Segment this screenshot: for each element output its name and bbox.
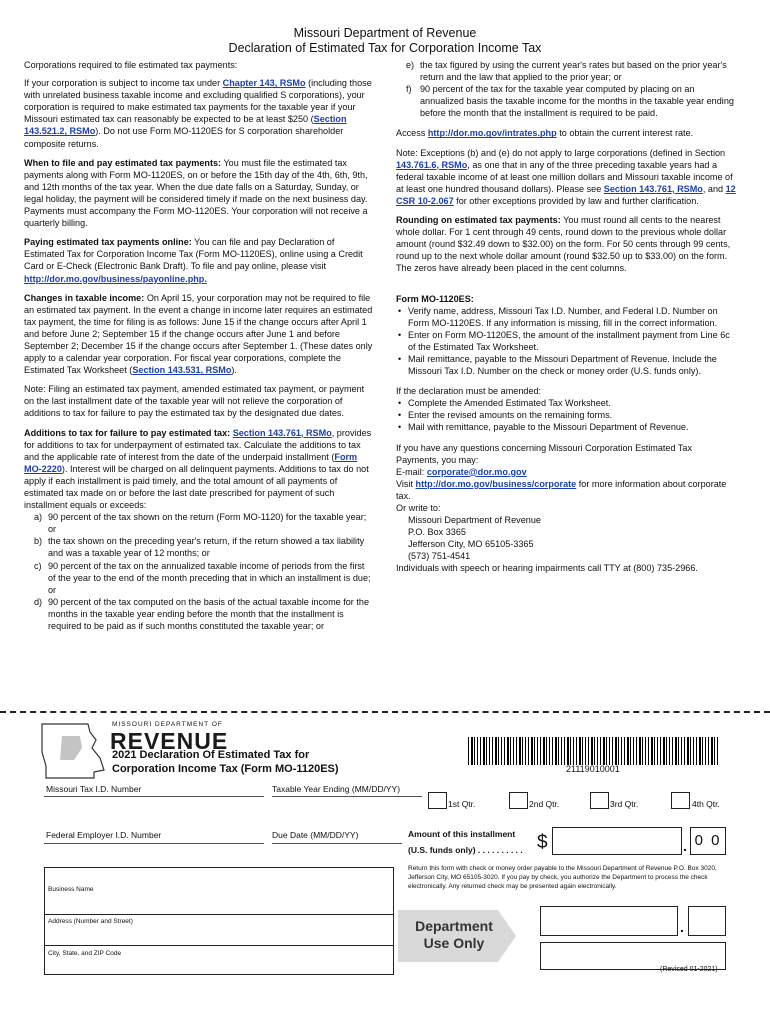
- access-paragraph: Access http://dor.mo.gov/intrates.php to obtain the current interest rate.: [396, 128, 694, 139]
- online-title: Paying estimated tax payments online:: [24, 237, 192, 248]
- divider: [45, 945, 393, 946]
- barcode-number: 21119010001: [566, 764, 620, 774]
- additions-paragraph: Additions to tax for failure to pay estimated tax: Section 143.761, RSMo, provides for additions to tax for underpayment of estimated tax. Calculate the additions to tax and the applicable rate of interest from the date of the underpaid installment (Form MO-2220). Interest will be charged on all delinquent payments. Additions to tax do not apply if each installment is paid timely, and the total amount of all payments of estimated tax made on or before the last date prescribed for payment of such installment equals or exceeds:: [24, 427, 372, 511]
- write-line: Or write to:: [396, 503, 441, 513]
- online-paragraph: Paying estimated tax payments online: You can file and pay Declaration of Estimated Tax for Corporation Income Tax (Form MO-1120ES), online using a Credit Card or E-Check (Electronic Bank Draft). To file and pay online, please visit http://dor.mo.gov/business/payonline.php.: [24, 237, 363, 284]
- quarter-2-checkbox[interactable]: [509, 792, 528, 809]
- cents-field: 0 0: [690, 827, 726, 855]
- mailing-address: Missouri Department of Revenue P.O. Box 3365 Jefferson City, MO 65105-3365 (573) 751-4541: [408, 515, 541, 562]
- taxable-year-label: Taxable Year Ending (MM/DD/YY): [272, 784, 401, 794]
- divider: [45, 914, 393, 915]
- chapter-143-link[interactable]: Chapter 143, RSMo: [222, 78, 306, 89]
- tax-id-field[interactable]: [44, 796, 264, 797]
- list-item: • Verify name, address, Missouri Tax I.D. Number, and Federal I.D. Number on Form MO-1120ES. If any information is missing, fill in the correct information.: [398, 305, 718, 328]
- address-label: Address (Number and Street): [48, 918, 133, 925]
- revised-date: (Revised 01-2021): [660, 966, 718, 973]
- list-item: • Enter on Form MO-1120ES, the amount of the installment payment from Line 6c of the Estimated Tax Worksheet.: [398, 329, 730, 352]
- when-paragraph: When to file and pay estimated tax payments: You must file the estimated tax payments along with Form MO-1120ES, on or before the 15th day of the 4th, 6th, 9th, and 12th months of the tax year. When the due date falls on a Saturday, Sunday, or legal holiday, the payment will be considered timely if made on the next business day. Payments must accompany the Form MO-1120ES. Your corporation will not receive a quarterly billing.: [24, 157, 368, 229]
- list-item: a) 90 percent of the tax shown on the return (Form MO-1120) for the taxable year; or: [34, 512, 367, 535]
- amount-input[interactable]: [552, 827, 682, 855]
- list-item: • Enter the revised amounts on the remaining forms.: [398, 410, 613, 421]
- form-title: Form MO-1120ES:: [396, 293, 474, 304]
- due-date-field[interactable]: [272, 843, 402, 844]
- form-instructions-list: [396, 305, 736, 378]
- rounding-paragraph: Rounding on estimated tax payments: You must round all cents to the nearest whole dollar. For 1 cent through 49 cents, round down to the previous whole dollar amount (round $32.49 down to $32.00) on the form. For 50 cents through 99 cents, round up to the next whole dollar amount (round $32.50 up to $33.00) on the form. The zeros have already been placed in the cent columns.: [396, 215, 731, 274]
- cut-line: [0, 711, 770, 713]
- email-link[interactable]: corporate@dor.mo.gov: [426, 466, 527, 477]
- corporate-link[interactable]: http://dor.mo.gov/business/corporate: [415, 478, 577, 489]
- quarter-4-label: 4th Qtr.: [692, 799, 720, 809]
- business-name-field[interactable]: [46, 868, 390, 912]
- quarter-4-checkbox[interactable]: [671, 792, 690, 809]
- section-143-531-link[interactable]: Section 143.531, RSMo: [132, 365, 232, 376]
- list-item: c) 90 percent of the tax on the annualized taxable income of periods from the first of the year to the end of the month preceding that in which an installment is due; or: [34, 560, 371, 595]
- right-column: [396, 59, 736, 575]
- additions-title: Additions to tax for failure to pay estimated tax:: [24, 427, 231, 438]
- address-field[interactable]: [46, 916, 390, 944]
- rounding-title: Rounding on estimated tax payments:: [396, 215, 561, 226]
- section-143-521-link[interactable]: Section 143.521.2, RSMo: [24, 114, 347, 137]
- quarter-1-checkbox[interactable]: [428, 792, 447, 809]
- left-column: [24, 59, 374, 632]
- form-mo-2220-link[interactable]: Form MO-2220: [24, 451, 358, 474]
- fein-label: Federal Employer I.D. Number: [46, 830, 162, 840]
- page-title: Declaration of Estimated Tax for Corporation Income Tax: [228, 41, 542, 55]
- when-title: When to file and pay estimated tax payments:: [24, 157, 222, 168]
- quarter-2-label: 2nd Qtr.: [529, 799, 560, 809]
- missouri-state-icon: [38, 722, 108, 780]
- city-label: City, State, and ZIP Code: [48, 950, 122, 957]
- voucher-title-2: Corporation Income Tax (Form MO-1120ES): [112, 763, 339, 775]
- exceptions-list-a-d: [32, 511, 374, 632]
- tty-line: Individuals with speech or hearing impairments call TTY at (800) 735-2966.: [396, 563, 698, 574]
- quarter-3-label: 3rd Qtr.: [610, 799, 639, 809]
- list-item: e) the tax figured by using the current year's rates but based on the prior year's return and the law that applied to the prior year; or: [406, 60, 727, 83]
- due-date-label: Due Date (MM/DD/YY): [272, 830, 359, 840]
- section-143-761-6-link[interactable]: 143.761.6, RSMo: [396, 159, 468, 170]
- quarter-3-checkbox[interactable]: [590, 792, 609, 809]
- city-state-zip-field[interactable]: [46, 947, 390, 971]
- intrates-link[interactable]: http://dor.mo.gov/intrates.php: [427, 128, 557, 139]
- section-143-761-link-2[interactable]: Section 143.761, RSMo: [603, 183, 703, 194]
- dollar-sign: $: [537, 832, 548, 853]
- list-item: b) the tax shown on the preceding year's return, if the return showed a tax liability and was a taxable year of 12 months; or: [34, 536, 365, 559]
- taxable-year-field[interactable]: [272, 796, 422, 797]
- amend-list: [396, 397, 736, 433]
- list-item: • Complete the Amended Estimated Tax Worksheet.: [398, 398, 611, 409]
- list-item: • Mail with remittance, payable to the Missouri Department of Revenue.: [398, 422, 689, 433]
- tax-id-label: Missouri Tax I.D. Number: [46, 784, 142, 794]
- revenue-logo: REVENUE: [110, 728, 229, 754]
- list-item: d) 90 percent of the tax computed on the basis of the actual taxable income for the months in the taxable year ending before the month that the installment is required to be paid as if such months constituted the taxable year; or: [34, 596, 370, 632]
- barcode: [468, 737, 718, 765]
- department-use-label: Department Use Only: [415, 918, 493, 951]
- decimal-point: .: [683, 838, 687, 854]
- email-line: E-mail: corporate@dor.mo.gov: [396, 466, 527, 477]
- list-item: • Mail remittance, payable to the Missouri Department of Revenue. Include the Missouri Tax I.D. Number on the check or money order (U.S. funds only).: [398, 353, 717, 377]
- payonline-link[interactable]: http://dor.mo.gov/business/payonline.php.: [24, 273, 207, 284]
- agency-heading: Missouri Department of Revenue: [293, 26, 477, 40]
- changes-paragraph: Changes in taxable income: On April 15, your corporation may not be required to file an estimated tax payment. In the event a change in income later requires an estimated tax payment, the time for filing is as follows: June 15 if the change occurs after April 1 and before June 2; September 15 if the change occurs after June 1 and before September 2; December 15 if the change occurs after September 1. (These dates only apply to a calendar year corporation. For fiscal year corporations, complete the Estimated Tax Worksheet (Section 143.531, RSMo).: [24, 292, 373, 376]
- dept-use-cents-1: [688, 906, 726, 936]
- voucher-title-1: 2021 Declaration Of Estimated Tax for: [112, 749, 310, 761]
- business-name-label: Business Name: [48, 886, 94, 893]
- quarter-1-label: 1st Qtr.: [448, 799, 476, 809]
- return-instructions: Return this form with check or money order payable to the Missouri Department of Revenue P.O. Box 3020, Jefferson City, MO 65105-3020. If you pay by check, you authorize the Department to process the check electronically. Any returned check may be presented again electronically.: [408, 865, 717, 890]
- dept-use-field-1: [540, 906, 678, 936]
- fein-field[interactable]: [44, 843, 264, 844]
- csr-link[interactable]: 12 CSR 10-2.067: [396, 183, 736, 206]
- amend-title: If the declaration must be amended:: [396, 386, 542, 397]
- amount-label: Amount of this installment: [408, 829, 516, 839]
- large-corp-note: Note: Exceptions (b) and (e) do not apply to large corporations (defined in Section 143.761.6, RSMo, as one that in any of the three preceding taxable years had a federal taxable income of at least one million dollars and Missouri taxable income of at least one hundred thousand dollars). Please see Section 143.761, RSMo, and 12 CSR 10-2.067 for other exceptions provided by law and further clarification.: [396, 147, 736, 206]
- decimal-point: .: [680, 919, 684, 935]
- exceptions-list-e-f: [404, 59, 736, 119]
- visit-line: Visit http://dor.mo.gov/business/corporate for more information about corporate tax.: [396, 478, 727, 501]
- intro-title: Corporations required to file estimated tax payments:: [24, 60, 238, 70]
- note-paragraph: Note: Filing an estimated tax payment, amended estimated tax payment, or payment on the last installment date of the taxable year will not relieve the corporation of additions to tax for failure to pay the estimated tax by the designated due dates.: [24, 384, 365, 419]
- intro-paragraph: If your corporation is subject to income tax under Chapter 143, RSMo (including those with unrelated business taxable income and excluding qualified S corporations), your corporation is required to make estimated tax payments for the taxable year if your Missouri estimated tax can reasonably be expected to be at least $250 (Section 143.521.2, RSMo). Do not use Form MO-1120ES for S corporation shareholder composite returns.: [24, 78, 372, 149]
- section-143-761-link[interactable]: Section 143.761, RSMo: [232, 427, 332, 438]
- list-item: f) 90 percent of the tax for the taxable year computed by placing on an annualized basis the taxable income for the months in the taxable year ending before the month that the installment is required to be paid.: [406, 84, 734, 119]
- funds-label: (U.S. funds only) . . . . . . . . . .: [408, 845, 523, 855]
- contact-paragraph: If you have any questions concerning Missouri Corporation Estimated Tax Payments, you may:: [396, 442, 693, 465]
- logo-top-text: MISSOURI DEPARTMENT OF: [112, 721, 223, 728]
- changes-title: Changes in taxable income:: [24, 292, 145, 303]
